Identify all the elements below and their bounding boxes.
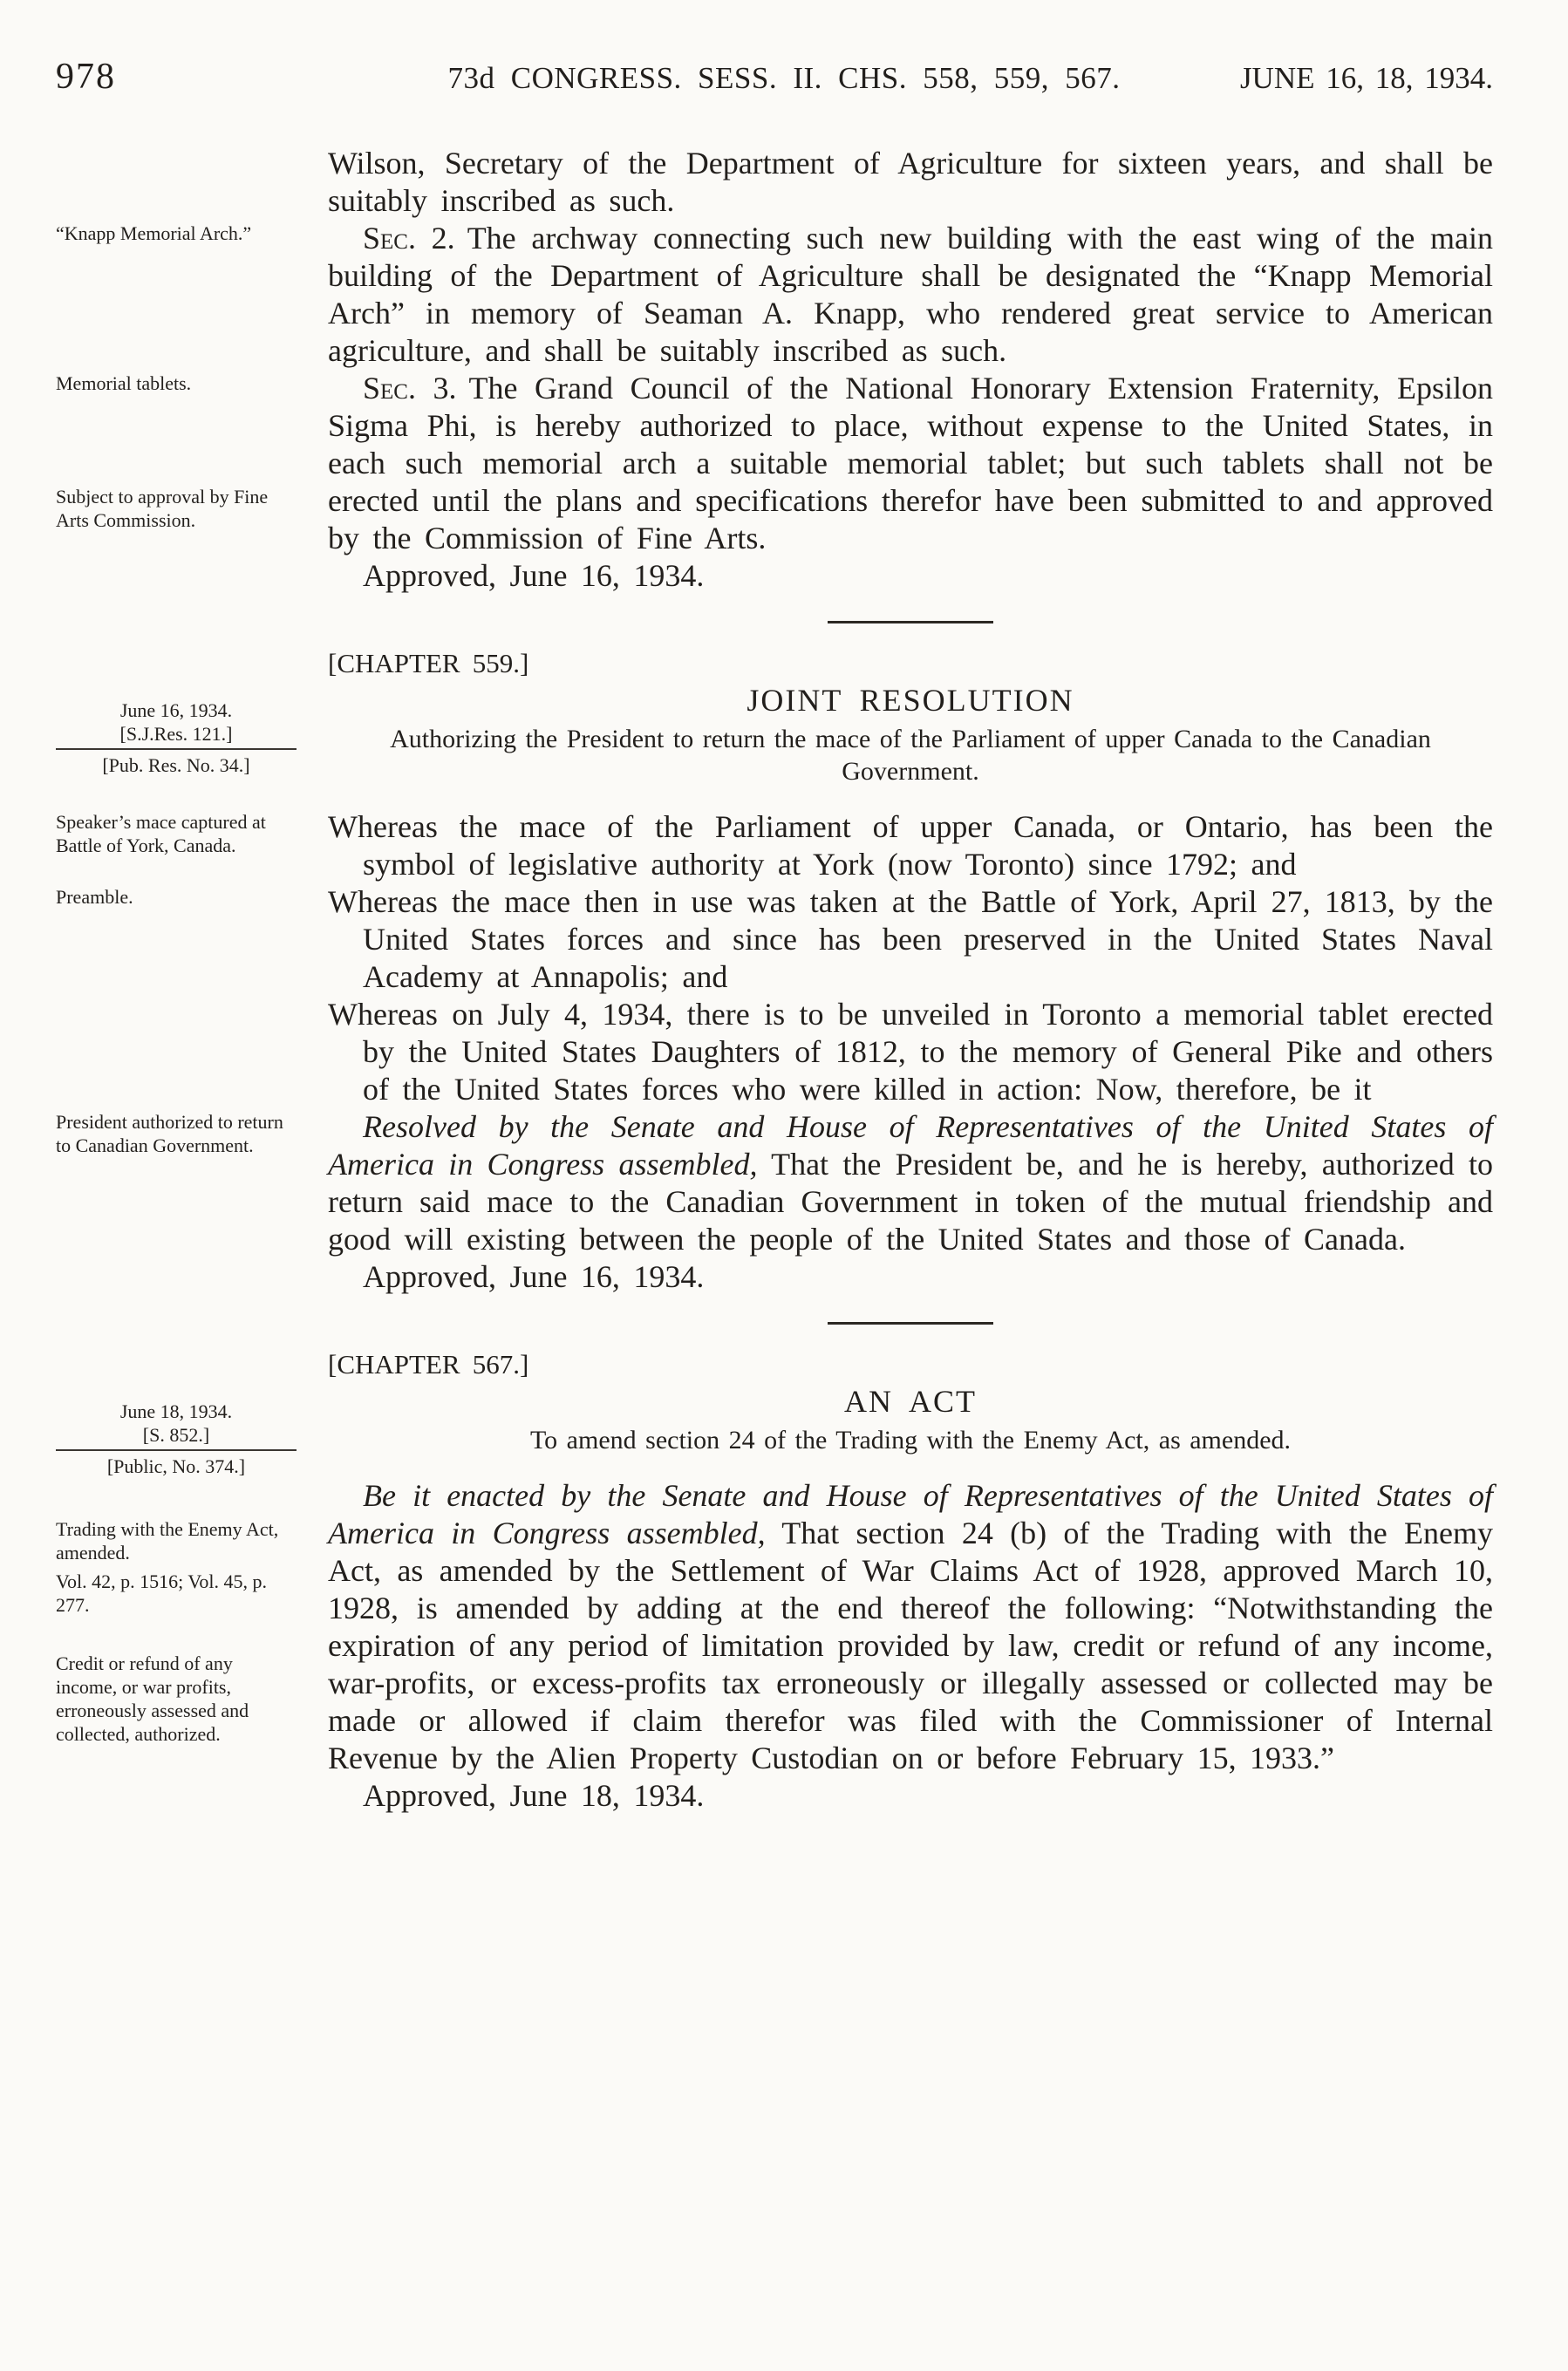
margin-note-trading-with-enemy-act: Trading with the Enemy Act, amended.: [56, 1518, 279, 1564]
paragraph-resolved-clause: [56, 1108, 1493, 1258]
paragraph-whereas-3: [328, 996, 1493, 1108]
running-head: [56, 56, 1493, 98]
section-label: Sec. 3.: [363, 371, 457, 405]
paragraph-text: Whereas the mace then in use was taken at the Battle of York, April 27, 1813, by the United States forces and since has been preserved in the United States Naval Academy at Annapolis; and: [328, 884, 1493, 994]
running-head-title: 73d CONGRESS. SESS. II. CHS. 558, 559, 567.: [447, 61, 1121, 95]
margin-note-president-authorized: President authorized to return to Canadian Government.: [56, 1111, 283, 1156]
resolving-clause-italic: Resolved by the Senate and House of Representatives of the United States of America in Congress assembled,: [328, 1109, 1493, 1182]
running-head-date: JUNE 16, 18, 1934.: [1239, 61, 1493, 95]
paragraph-whereas-2: [56, 883, 1493, 996]
chapter-559-label: [CHAPTER 559.]: [328, 648, 529, 678]
side-note-public-resolution-number: [Pub. Res. No. 34.]: [102, 754, 250, 776]
paragraph-text: The Grand Council of the National Honorary Extension Fraternity, Epsilon Sigma Phi, is hereby authorized to place, without expense to the United States, in each such memorial arch a suitable memorial tablet; but such tablets shall not be erected until the plans and specifications therefor have been submitted to and approved by the Commission of Fine Arts.: [328, 371, 1493, 555]
paragraph-continuation: [328, 145, 1493, 220]
margin-note-group-trading-act: [56, 1517, 297, 1622]
page-body: [56, 145, 1493, 1815]
chapter-divider: [828, 1322, 993, 1325]
paragraph-text: Whereas the mace of the Parliament of upper Canada, or Ontario, has been the symbol of legislative authority at York (now Toronto) since 1792; and: [328, 809, 1493, 882]
subtitle-text: To amend section 24 of the Trading with the Enemy Act, as amended.: [529, 1426, 1292, 1455]
paragraph-sec-3: [56, 370, 1493, 557]
page-number: 978: [56, 57, 116, 97]
margin-note-speakers-mace: Speaker’s mace captured at Battle of York, Canada.: [56, 811, 266, 856]
chapter-divider: [828, 621, 993, 623]
side-note-resolution-number: [S.J.Res. 121.]: [56, 722, 297, 750]
margin-note-memorial-tablets: Memorial tablets.: [56, 372, 192, 394]
paragraph-text: Whereas on July 4, 1934, there is to be unveiled in Toronto a memorial tablet erected by the United States Daughters of 1812, to the memory of General Pike and others of the United States forces who were killed in action: Now, therefore, be it: [328, 997, 1493, 1107]
paragraph-enacting-clause: [56, 1477, 1493, 1777]
paragraph-sec-2: [56, 220, 1493, 370]
section-label: Sec. 2.: [363, 221, 455, 255]
margin-note-volume-citations: Vol. 42, p. 1516; Vol. 45, p. 277.: [56, 1570, 268, 1616]
side-note-date: June 16, 1934.: [119, 699, 233, 721]
approval-line-ch558: Approved, June 16, 1934.: [363, 558, 705, 593]
chapter-567-heading: AN ACT: [843, 1384, 977, 1419]
margin-note-credit-or-refund: Credit or refund of any income, or war profits, erroneously assessed and collected, authorized.: [56, 1652, 249, 1745]
side-note-date: June 18, 1934.: [119, 1400, 233, 1422]
paragraph-text: The archway connecting such new building with the east wing of the main building of the Department of Agriculture shall be designated the “Knapp Memorial Arch” in memory of Seaman A. Knapp, who rendered great service to American agriculture, and shall be suitably inscribed as such.: [328, 221, 1493, 368]
subtitle-text: Authorizing the President to return the mace of the Parliament of upper Canada to the Canadian Government.: [390, 725, 1431, 786]
margin-note-fine-arts-approval: Subject to approval by Fine Arts Commission.: [56, 486, 269, 531]
enacting-clause-italic: Be it enacted by the Senate and House of Representatives of the United States of America in Congress assembled,: [328, 1478, 1493, 1550]
chapter-567-side-notes: [56, 1400, 297, 1478]
chapter-567-label: [CHAPTER 567.]: [328, 1349, 529, 1380]
chapter-559-side-notes: [56, 698, 297, 777]
approval-line-ch559: Approved, June 16, 1934.: [363, 1259, 705, 1294]
margin-note-preamble: Preamble.: [56, 886, 133, 908]
chapter-559-heading: JOINT RESOLUTION: [747, 683, 1074, 718]
margin-note-knapp-memorial-arch: “Knapp Memorial Arch.”: [56, 222, 252, 244]
paragraph-text: Wilson, Secretary of the Department of Agriculture for sixteen years, and shall be suitably inscribed as such.: [328, 146, 1493, 218]
paragraph-whereas-1: [56, 808, 1493, 883]
paragraph-text: That section 24 (b) of the Trading with the Enemy Act, as amended by the Settlement of War Claims Act of 1928, approved March 10, 1928, is amended by adding at the end thereof the following: “Notwithstanding the expiration of any period of limitation provided by law, credit or refund of any income, war-profits, or excess-profits tax erroneously or illegally assessed or collected may be made or allowed if claim therefor was filed with the Commissioner of Internal Revenue by the Alien Property Custodian on or before February 15, 1933.”: [328, 1516, 1493, 1775]
side-note-bill-number: [S. 852.]: [56, 1423, 297, 1451]
side-note-public-law-number: [Public, No. 374.]: [106, 1455, 246, 1477]
approval-line-ch567: Approved, June 18, 1934.: [363, 1778, 705, 1813]
paragraph-text: That the President be, and he is hereby, authorized to return said mace to the Canadian Government in token of the mutual friendship and good will existing between the people of the United States and those of Canada.: [328, 1147, 1493, 1257]
